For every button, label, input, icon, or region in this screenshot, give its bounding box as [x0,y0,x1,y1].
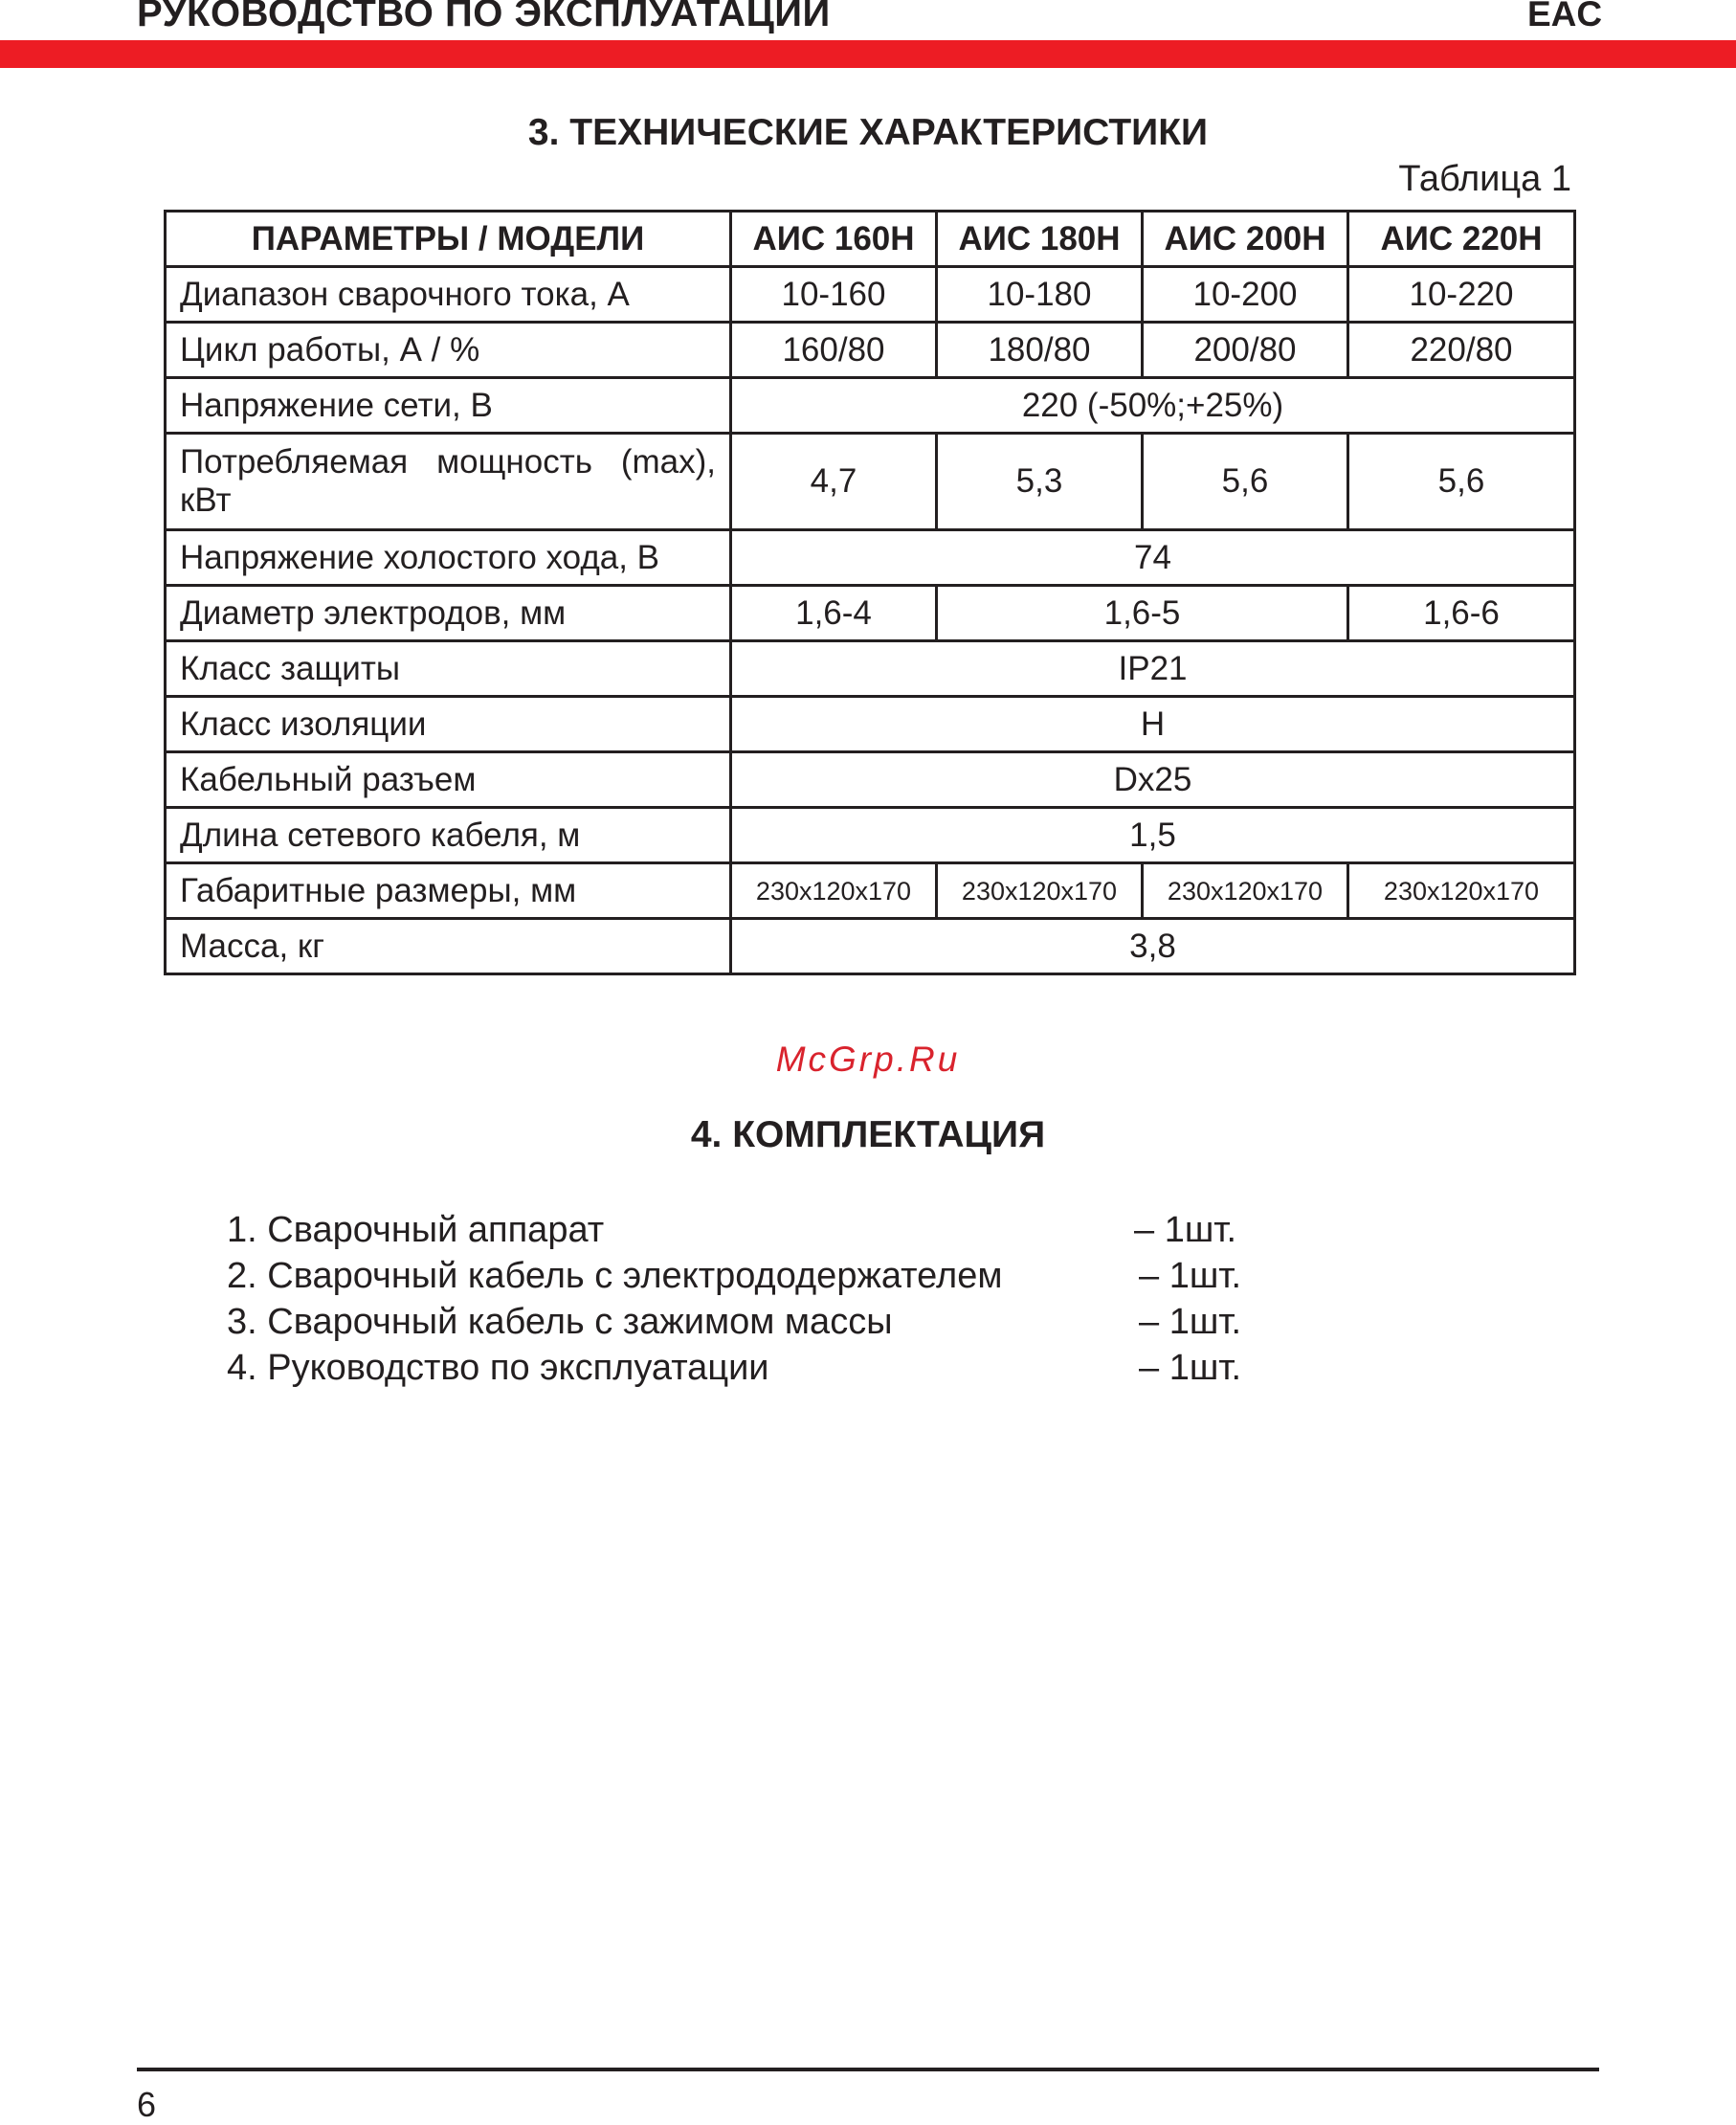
table-row [166,752,1575,808]
header-model: АИС 200Н [1143,212,1348,267]
cell-value: 1,5 [731,808,1575,863]
table-caption: Таблица 1 [1398,159,1571,199]
watermark: McGrp.Ru [775,1040,961,1079]
row-param: Напряжение холостого хода, В [166,530,731,586]
kit-item-label: 2. Сварочный кабель с электрододержателем [227,1256,1003,1296]
table-row [166,378,1575,434]
section-3-title: 3. ТЕХНИЧЕСКИЕ ХАРАКТЕРИСТИКИ [527,112,1209,153]
cell-value: 10-200 [1143,267,1348,323]
kit-list [227,1207,1280,1391]
kit-item-label: 1. Сварочный аппарат [227,1210,605,1250]
table-row [166,530,1575,586]
row-param: Габаритные размеры, мм [166,863,731,919]
kit-item-qty: – 1шт. [1134,1210,1237,1250]
cell-value: 74 [731,530,1575,586]
row-param: Потребляемая мощность (max), кВт [166,434,731,530]
cell-value: 5,6 [1348,434,1575,530]
cell-value: 10-160 [731,267,937,323]
row-param: Кабельный разъем [166,752,731,808]
row-param: Цикл работы, А / % [166,323,731,378]
table-row [166,586,1575,641]
specifications-table [164,210,1576,975]
kit-item-qty: – 1шт. [1139,1302,1242,1342]
cell-value: 230х120х170 [937,863,1143,919]
cell-value: 230х120х170 [1348,863,1575,919]
section-4-title: 4. КОМПЛЕКТАЦИЯ [690,1114,1046,1155]
header-model: АИС 180Н [937,212,1143,267]
cell-value: Dx25 [731,752,1575,808]
list-item [227,1253,1280,1299]
cell-value: 220/80 [1348,323,1575,378]
row-param: Масса, кг [166,919,731,974]
cell-value: 4,7 [731,434,937,530]
cell-value: IP21 [731,641,1575,697]
cell-value: 1,6-6 [1348,586,1575,641]
row-param: Класс защиты [166,641,731,697]
cell-value: 220 (-50%;+25%) [731,378,1575,434]
header-title: РУКОВОДСТВО ПО ЭКСПЛУАТАЦИИ [137,0,831,34]
row-param: Класс изоляции [166,697,731,752]
table-row [166,863,1575,919]
row-param: Диапазон сварочного тока, А [166,267,731,323]
table-header-row [166,212,1575,267]
eac-mark: EAC [1527,0,1603,34]
table-row [166,323,1575,378]
cell-value: 5,3 [937,434,1143,530]
cell-value: 1,6-5 [937,586,1348,641]
header-red-band [0,40,1736,68]
table-row [166,641,1575,697]
row-param: Напряжение сети, В [166,378,731,434]
cell-value: 180/80 [937,323,1143,378]
row-param: Длина сетевого кабеля, м [166,808,731,863]
cell-value: 230х120х170 [731,863,937,919]
kit-item-label: 3. Сварочный кабель с зажимом массы [227,1302,893,1342]
kit-item-qty: – 1шт. [1139,1348,1242,1388]
cell-value: 5,6 [1143,434,1348,530]
list-item [227,1345,1280,1391]
cell-value: 200/80 [1143,323,1348,378]
cell-value: H [731,697,1575,752]
cell-value: 10-180 [937,267,1143,323]
header-model: АИС 220Н [1348,212,1575,267]
list-item [227,1299,1280,1345]
cell-value: 160/80 [731,323,937,378]
kit-item-qty: – 1шт. [1139,1256,1242,1296]
cell-value: 230х120х170 [1143,863,1348,919]
cell-value: 3,8 [731,919,1575,974]
table-row [166,267,1575,323]
row-param: Диаметр электродов, мм [166,586,731,641]
table-row [166,919,1575,974]
page-number: 6 [137,2085,157,2124]
kit-item-label: 4. Руководство по эксплуатации [227,1348,769,1388]
header-model: АИС 160Н [731,212,937,267]
cell-value: 1,6-4 [731,586,937,641]
footer-rule [137,2068,1599,2071]
header-param: ПАРАМЕТРЫ / МОДЕЛИ [166,212,731,267]
cell-value: 10-220 [1348,267,1575,323]
table-row [166,697,1575,752]
table-row [166,808,1575,863]
table-row [166,434,1575,530]
list-item [227,1207,1280,1253]
